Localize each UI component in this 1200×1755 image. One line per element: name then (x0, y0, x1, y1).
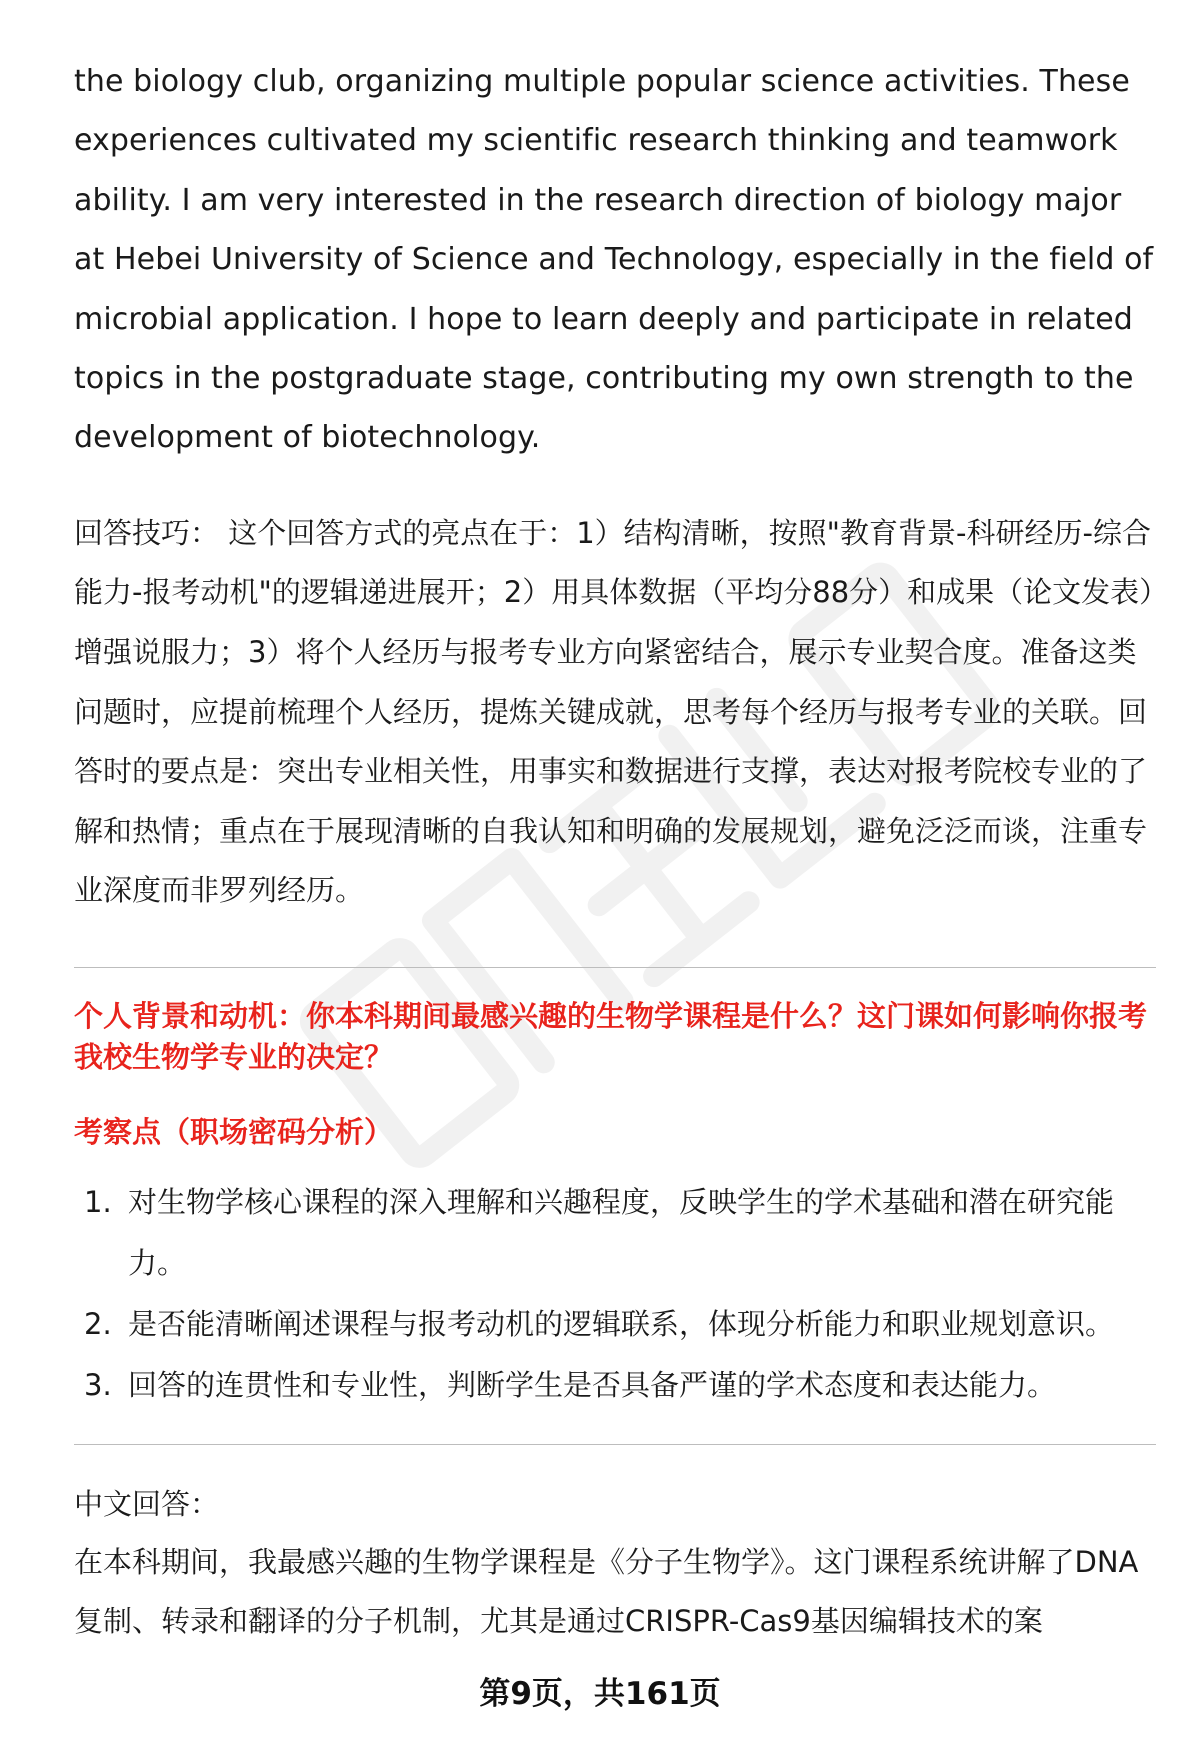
answer-tips-paragraph: 回答技巧： 这个回答方式的亮点在于：1）结构清晰，按照"教育背景-科研经历-综合能力-报考动机"的逻辑递进展开；2）用具体数据（平均分88分）和成果（论文发表）增强说服力；3）将个人经历与报考专业方向紧密结合，展示专业契合度。准备这类问题时，应提前梳理个人经历，提炼关键成就，思考每个经历与报考专业的关联。回答时的要点是：突出专业相关性，用事实和数据进行支撑，表达对报考院校专业的了解和热情；重点在于展现清晰的自我认知和明确的发展规划，避免泛泛而谈，注重专业深度而非罗列经历。 (74, 515, 1154, 908)
chinese-answer-label: 中文回答： (74, 1487, 220, 1521)
document-page (74, 52, 1156, 1651)
list-item (74, 1172, 1156, 1294)
list-item (74, 1355, 1156, 1416)
assessment-points-list (74, 1172, 1156, 1416)
list-item-text: 回答的连贯性和专业性，判断学生是否具备严谨的学术态度和表达能力。 (128, 1368, 1057, 1402)
chinese-answer-text: 在本科期间，我最感兴趣的生物学课程是《分子生物学》。这门课程系统讲解了DNA复制、转录和翻译的分子机制，尤其是通过CRISPR-Cas9基因编辑技术的案 (74, 1545, 1139, 1638)
section-divider (74, 967, 1156, 968)
english-answer-continuation: the biology club, organizing multiple popular science activities. These experiences cultivated my scientific research thinking and teamwork ability. I am very interested in the research direction of biology major at Hebei University of Science and Technology, especially in the field of microbial application. I hope to learn deeply and participate in related topics in the postgraduate stage, contributing my own strength to the development of biotechnology. (74, 64, 1154, 456)
question-heading: 个人背景和动机：你本科期间最感兴趣的生物学课程是什么？这门课如何影响你报考我校生物学专业的决定？ (74, 999, 1148, 1074)
list-item-number: 1. (84, 1185, 112, 1219)
section-divider (74, 1444, 1156, 1445)
page-indicator: 第9页，共161页 (479, 1676, 721, 1712)
list-item-text: 是否能清晰阐述课程与报考动机的逻辑联系，体现分析能力和职业规划意识。 (128, 1307, 1115, 1341)
assessment-title: 考察点（职场密码分析） (74, 1115, 394, 1149)
list-item-number: 2. (84, 1307, 112, 1341)
list-item-text: 对生物学核心课程的深入理解和兴趣程度，反映学生的学术基础和潜在研究能力。 (128, 1185, 1115, 1280)
list-item (74, 1294, 1156, 1355)
list-item-number: 3. (84, 1368, 112, 1402)
